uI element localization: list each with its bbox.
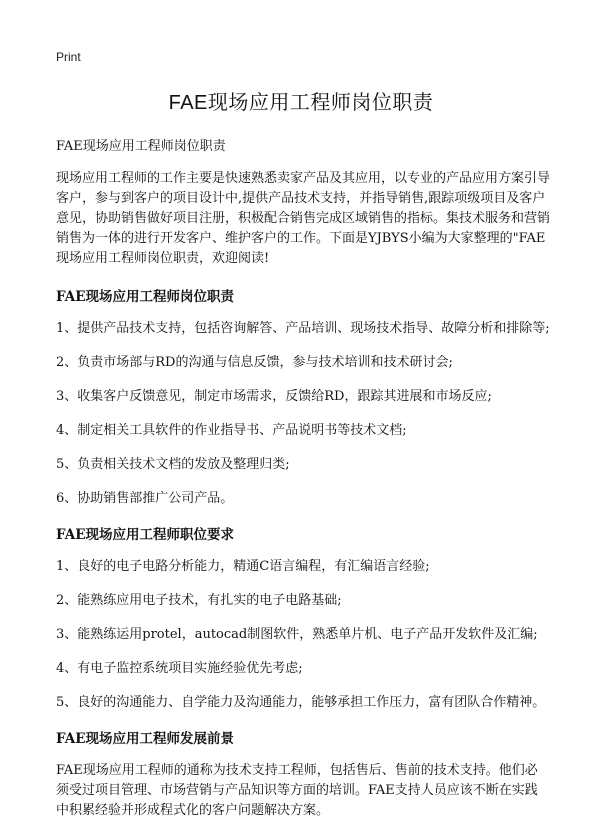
responsibilities-list: [52, 319, 550, 509]
document-subtitle: FAE现场应用工程师岗位职责: [56, 139, 226, 154]
list-item: 2、负责市场部与RD的沟通与信息反馈，参与技术培训和技术研讨会;: [56, 355, 453, 370]
section-heading: FAE现场应用工程师职位要求: [56, 527, 235, 543]
section-requirements: [52, 523, 550, 713]
list-item: 1、提供产品技术支持，包括咨询解答、产品培训、现场技术指导、故障分析和排除等;: [56, 321, 550, 336]
section-heading: FAE现场应用工程师发展前景: [56, 731, 235, 747]
list-item: 4、制定相关工具软件的作业指导书、产品说明书等技术文档;: [56, 423, 407, 438]
closing-paragraph: FAE现场应用工程师的通称为技术支持工程师，包括售后、售前的技术支持。他们必须受过项目管理、市场营销与产品知识等方面的培训。FAE支持人员应该不断在实践中积累经验并形成程式化的客户问题解决方案。: [56, 763, 538, 818]
list-item: 6、协助销售部推广公司产品。: [56, 491, 234, 506]
intro-paragraph: 现场应用工程师的工作主要是快速熟悉卖家产品及其应用，以专业的产品应用方案引导客户，参与到客户的项目设计中,提供产品技术支持，并指导销售,跟踪项级项目及客户意见，协助销售做好项目注册，积极配合销售完成区域销售的指标。集技术服务和营销销售为一体的进行开发客户、维护客户的工作。下面是YJBYS小编为大家整理的"FAE现场应用工程师岗位职责，欢迎阅读!: [56, 171, 551, 266]
list-item: 4、有电子监控系统项目实施经验优先考虑;: [56, 661, 303, 676]
requirements-list: [52, 557, 550, 713]
section-responsibilities: [52, 285, 550, 509]
section-prospects: [52, 727, 550, 821]
list-item: 5、良好的沟通能力、自学能力及沟通能力，能够承担工作压力，富有团队合作精神。: [56, 695, 546, 710]
page-title: FAE现场应用工程师岗位职责: [168, 92, 434, 114]
list-item: 3、能熟练运用protel，autocad制图软件，熟悉单片机、电子产品开发软件及汇编;: [56, 627, 538, 642]
list-item: 3、收集客户反馈意见，制定市场需求，反馈给RD，跟踪其进展和市场反应;: [56, 389, 492, 404]
list-item: 5、负责相关技术文档的发放及整理归类;: [56, 457, 290, 472]
section-heading: FAE现场应用工程师岗位职责: [56, 289, 235, 305]
list-item: 1、良好的电子电路分析能力，精通C语言编程，有汇编语言经验;: [56, 559, 430, 574]
list-item: 2、能熟练应用电子技术，有扎实的电子电路基础;: [56, 593, 342, 608]
print-link[interactable]: Print: [56, 50, 81, 64]
